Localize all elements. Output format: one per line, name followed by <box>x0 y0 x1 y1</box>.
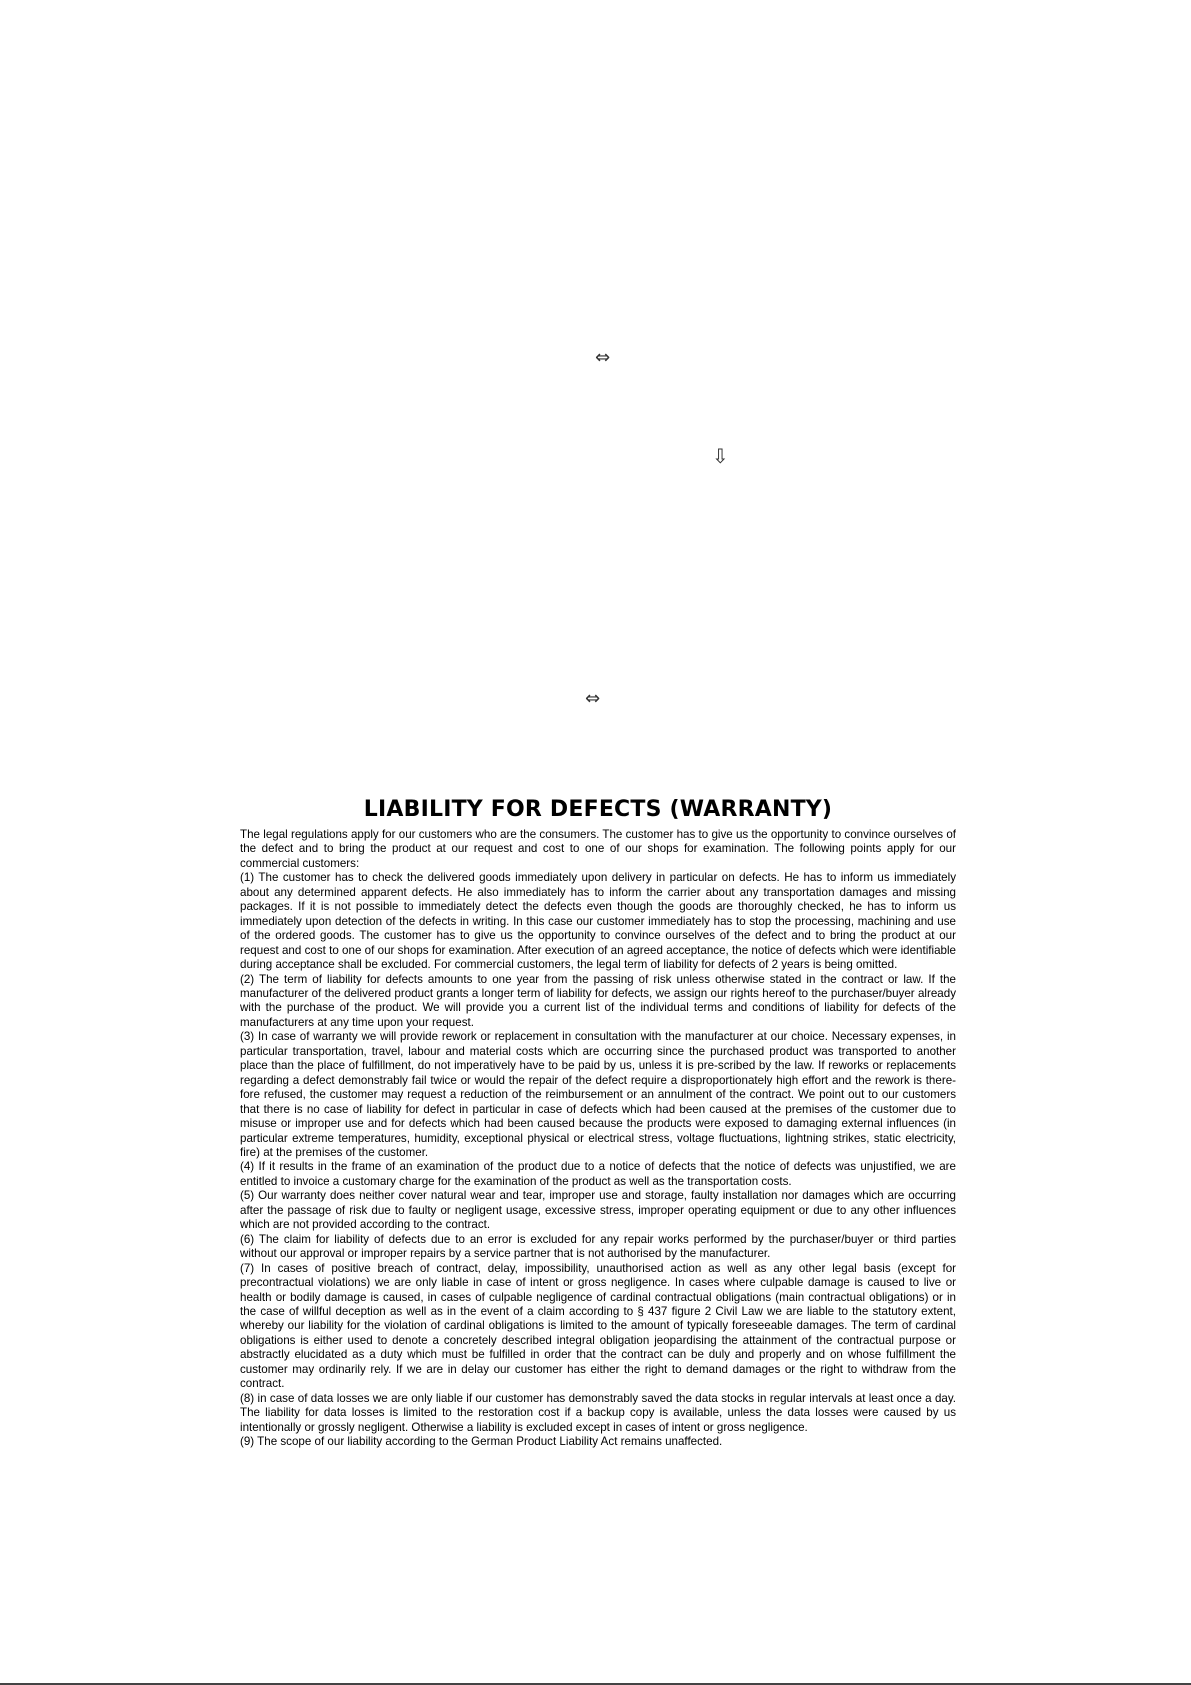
clause-3: (3) In case of warranty we will provide rework or replacement in consultation with the manufacturer at our choice. Necessary expenses, in particular transportation, travel, labour and material costs which are occurring since the purchased product was transported to another place than the place of fulfillment, do not imperatively have to be paid by us, unless it is pre-scribed by the law. If reworks or replacements regarding a defect demonstrably fail twice or would the repair of the defect require a disproportionately high effort and the rework is there-fore refused, the customer may request a reduction of the reimbursement or an annulment of the contract. We point out to our customers that there is no case of liability for defect in particular in case of defects which had been caused at the premises of the customer due to misuse or improper use and for defects which had been caused because the products were exposed to damaging external influences (in particular extreme temperatures, humidity, exceptional physical or electrical stress, voltage fluctuations, lightning strikes, static electricity, fire) at the premises of the customer. <box>240 1030 956 1159</box>
clause-7: (7) In cases of positive breach of contract, delay, impossibility, unauthorised action as well as any other legal basis (except for precontractual violations) we are only liable in case of intent or gross negligence. In cases where culpable damage is caused to live or health or bodily damage is caused, in cases of culpable negligence of cardinal contractual obligations (main contractual obligations) or in the case of willful deception as well as in the event of a claim according to § 437 figure 2 Civil Law we are liable to the statutory extent, whereby our liability for the violation of cardinal obligations is limited to the amount of typically foreseeable damages. The term of cardinal obligations is either used to denote a concretely described integral obligation jeopardising the attainment of the contractual purpose or abstractly elucidated as a duty which must be fulfilled in order that the contract can be duly and properly and on whose fulfillment the customer may ordinarily rely. If we are in delay our customer has either the right to demand damages or the right to withdraw from the contract. <box>240 1261 956 1391</box>
double-arrow-icon: ⇔ <box>595 347 611 368</box>
clause-5: (5) Our warranty does neither cover natural wear and tear, improper use and storage, faulty installation nor damages which are occurring after the passage of risk due to faulty or negligent usage, excessive stress, improper operating equipment or due to any other influences which are not provided according to the contract. <box>240 1189 956 1232</box>
clause-4: (4) If it results in the frame of an examination of the product due to a notice of defects that the notice of defects was unjustified, we are entitled to invoice a customary charge for the examination of the product as well as the transportation costs. <box>240 1160 956 1188</box>
clause-9: (9) The scope of our liability according to the German Product Liability Act remains unaffected. <box>240 1435 723 1449</box>
document-body <box>240 828 956 1449</box>
clause-1: (1) The customer has to check the delivered goods immediately upon delivery in particular on defects. He has to inform us immediately about any determined apparent defects. He also immediately has to inform the carrier about any transportation damages and missing packages. If it is not possible to immediately detect the defects even though the goods are thoroughly checked, he has to inform us immediately upon detection of the defects in writing. In this case our customer immediately has to stop the processing, machining and use of the ordered goods. The customer has to give us the opportunity to convince ourselves of the defect and to bring the product at our request and cost to one of our shops for examination. After execution of an agreed acceptance, the notice of defects which were identifiable during acceptance shall be excluded. For commercial customers, the legal term of liability for defects of 2 years is being omitted. <box>240 871 956 972</box>
double-arrow-icon: ⇔ <box>585 688 601 709</box>
clause-8: (8) in case of data losses we are only liable if our customer has demonstrably saved the data stocks in regular intervals at least once a day. The liability for data losses is limited to the restoration cost if a backup copy is available, unless the data losses were caused by us intentionally or grossly negligent. Otherwise a liability is excluded except in cases of intent or gross negligence. <box>240 1391 956 1434</box>
clause-6: (6) The claim for liability of defects due to an error is excluded for any repair works performed by the purchaser/buyer or third parties without our approval or improper repairs by a service partner that is not authorised by the manufacturer. <box>240 1232 956 1261</box>
clause-2: (2) The term of liability for defects amounts to one year from the passing of risk unless otherwise stated in the contract or law. If the manufacturer of the delivered product grants a longer term of liability for defects, we assign our rights hereof to the purchaser/buyer already with the purchase of the product. We will provide you a current list of the individual terms and conditions of liability for defects of the manufacturers at any time upon your request. <box>240 972 956 1029</box>
intro-paragraph: The legal regulations apply for our customers who are the consumers. The customer has to give us the opportunity to convince ourselves of the defect and to bring the product at our request and cost to one of our shops for examination. The following points apply for our commercial customers: <box>240 828 956 870</box>
document-title: LIABILITY FOR DEFECTS (WARRANTY) <box>363 797 833 822</box>
down-arrow-icon: ⇩ <box>712 444 729 468</box>
